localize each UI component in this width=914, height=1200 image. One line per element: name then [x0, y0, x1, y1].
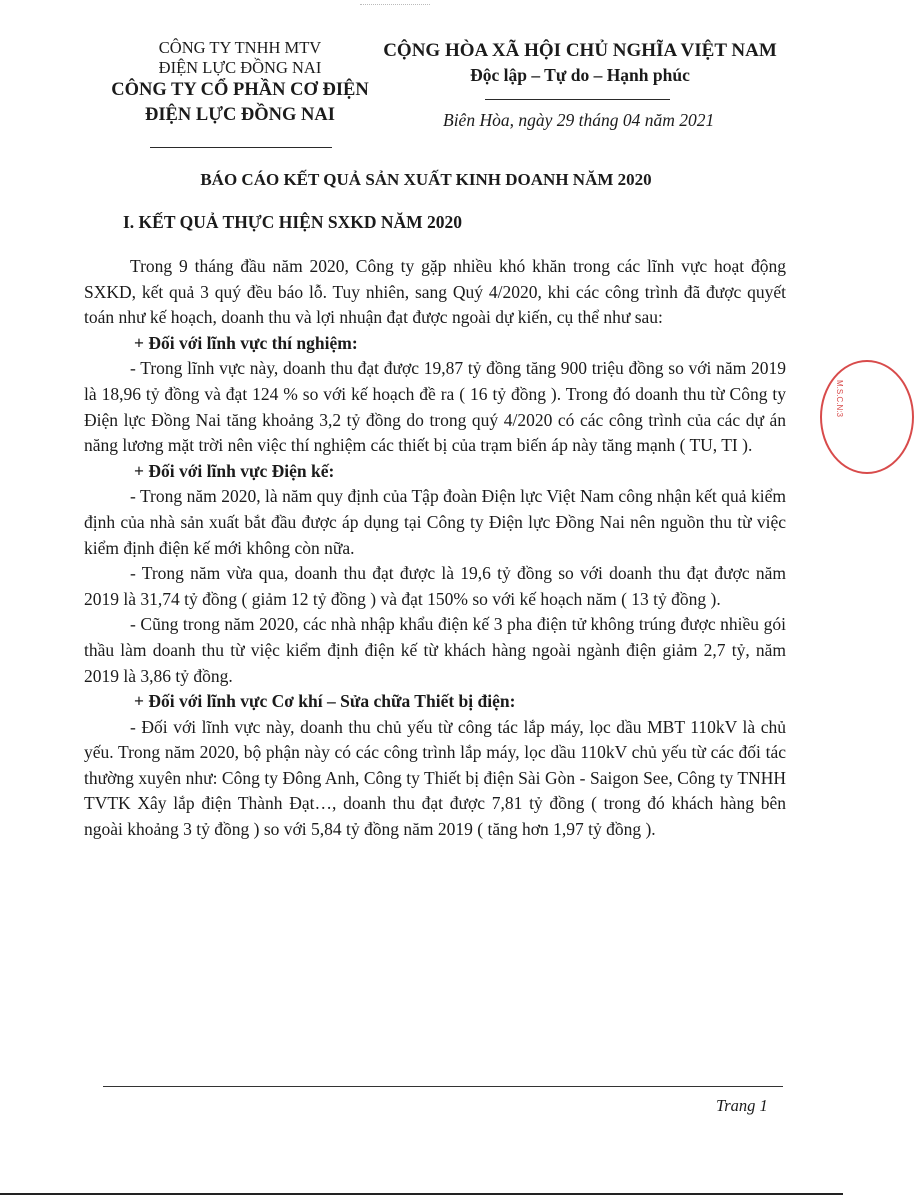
scan-bottom-edge: [0, 1193, 843, 1195]
document-body: [84, 254, 786, 843]
issuer-underline: [150, 147, 332, 148]
document-title: BÁO CÁO KẾT QUẢ SẢN XUẤT KINH DOANH NĂM 2020: [200, 170, 652, 189]
document-date: Biên Hòa, ngày 29 tháng 04 năm 2021: [443, 110, 715, 130]
testing-paragraph: - Trong lĩnh vực này, doanh thu đạt được 19,87 tỷ đồng tăng 900 triệu đồng so với năm 2019 là 18,96 tỷ đồng và đạt 124 % so với kế hoạch đề ra ( 16 tỷ đồng ). Trong đó doanh thu từ Công ty Điện lực Đồng Nai tăng khoảng 3,2 tỷ đồng do trong quý 4/2020 có các công trình của các dự án năng lương mặt trời nên việc thí nghiệm các thiết bị của trạm biến áp này tăng mạnh ( TU, TI ).: [84, 358, 786, 456]
national-motto-block: [345, 38, 815, 86]
company-name-line2: ĐIỆN LỰC ĐỒNG NAI: [145, 105, 335, 125]
intro-paragraph: Trong 9 tháng đầu năm 2020, Công ty gặp nhiều khó khăn trong các lĩnh vực hoạt động SXKD, kết quả 3 quý đều báo lỗ. Tuy nhiên, sang Quý 4/2020, khi các công trình đã được quyết toán như kế hoạch, doanh thu và lợi nhuận đạt được ngoài dự kiến, cụ thể như sau:: [84, 256, 786, 328]
motto: Độc lập – Tự do – Hạnh phúc: [470, 65, 690, 85]
company-name-line1: CÔNG TY CỔ PHẦN CƠ ĐIỆN: [111, 80, 369, 100]
section-heading: I. KẾT QUẢ THỰC HIỆN SXKD NĂM 2020: [123, 212, 463, 232]
parent-company-line2: ĐIỆN LỰC ĐỒNG NAI: [158, 58, 322, 77]
mechanical-paragraph: - Đối với lĩnh vực này, doanh thu chủ yếu từ công tác lắp máy, lọc dầu MBT 110kV là chủ yếu. Trong năm 2020, bộ phận này có các công trình lắp máy, lọc dầu 110kV chủ yếu từ các đối tác thường xuyên như: Công ty Đông Anh, Công ty Thiết bị điện Sài Gòn - Saigon See, Công ty TNHH TVTK Xây lắp điện Thành Đạt…, doanh thu đạt được 7,81 tỷ đồng ( trong đó khách hàng bên ngoài khoảng 3 tỷ đồng ) so với 5,84 tỷ đồng năm 2019 ( tăng hơn 1,97 tỷ đồng ).: [84, 716, 786, 840]
meters-paragraph-1: - Trong năm 2020, là năm quy định của Tập đoàn Điện lực Việt Nam công nhận kết quả kiểm định của nhà sản xuất bắt đầu được áp dụng tại Công ty Điện lực Đồng Nai nên nguồn thu từ việc kiểm định điện kế mới không còn nữa.: [84, 486, 786, 558]
country-name: CỘNG HÒA XÃ HỘI CHỦ NGHĨA VIỆT NAM: [383, 40, 777, 61]
subheading-meters: + Đối với lĩnh vực Điện kế:: [134, 460, 335, 481]
meters-paragraph-3: - Cũng trong năm 2020, các nhà nhập khẩu điện kế 3 pha điện tử không trúng được nhiều gói thầu làm doanh thu từ việc kiểm định điện kế từ khách hàng ngoài ngành điện giảm 2,7 tỷ, năm 2019 là 3,86 tỷ đồng.: [84, 614, 786, 686]
meters-paragraph-2: - Trong năm vừa qua, doanh thu đạt được là 19,6 tỷ đồng so với doanh thu đạt được năm 2019 là 31,74 tỷ đồng ( giảm 12 tỷ đồng ) và đạt 150% so với kế hoạch năm ( 13 tỷ đồng ).: [84, 563, 786, 609]
subheading-testing: + Đối với lĩnh vực thí nghiệm:: [134, 332, 358, 353]
motto-underline: [485, 99, 670, 100]
footer-divider: [103, 1086, 783, 1087]
subheading-mechanical: + Đối với lĩnh vực Cơ khí – Sửa chữa Thiết bị điện:: [134, 691, 516, 712]
page-number: Trang 1: [716, 1096, 768, 1115]
company-seal: [820, 360, 914, 474]
top-scan-mark: [360, 4, 430, 15]
parent-company-line1: CÔNG TY TNHH MTV: [158, 38, 322, 57]
seal-text: M.S.C.N:3: [835, 380, 844, 417]
